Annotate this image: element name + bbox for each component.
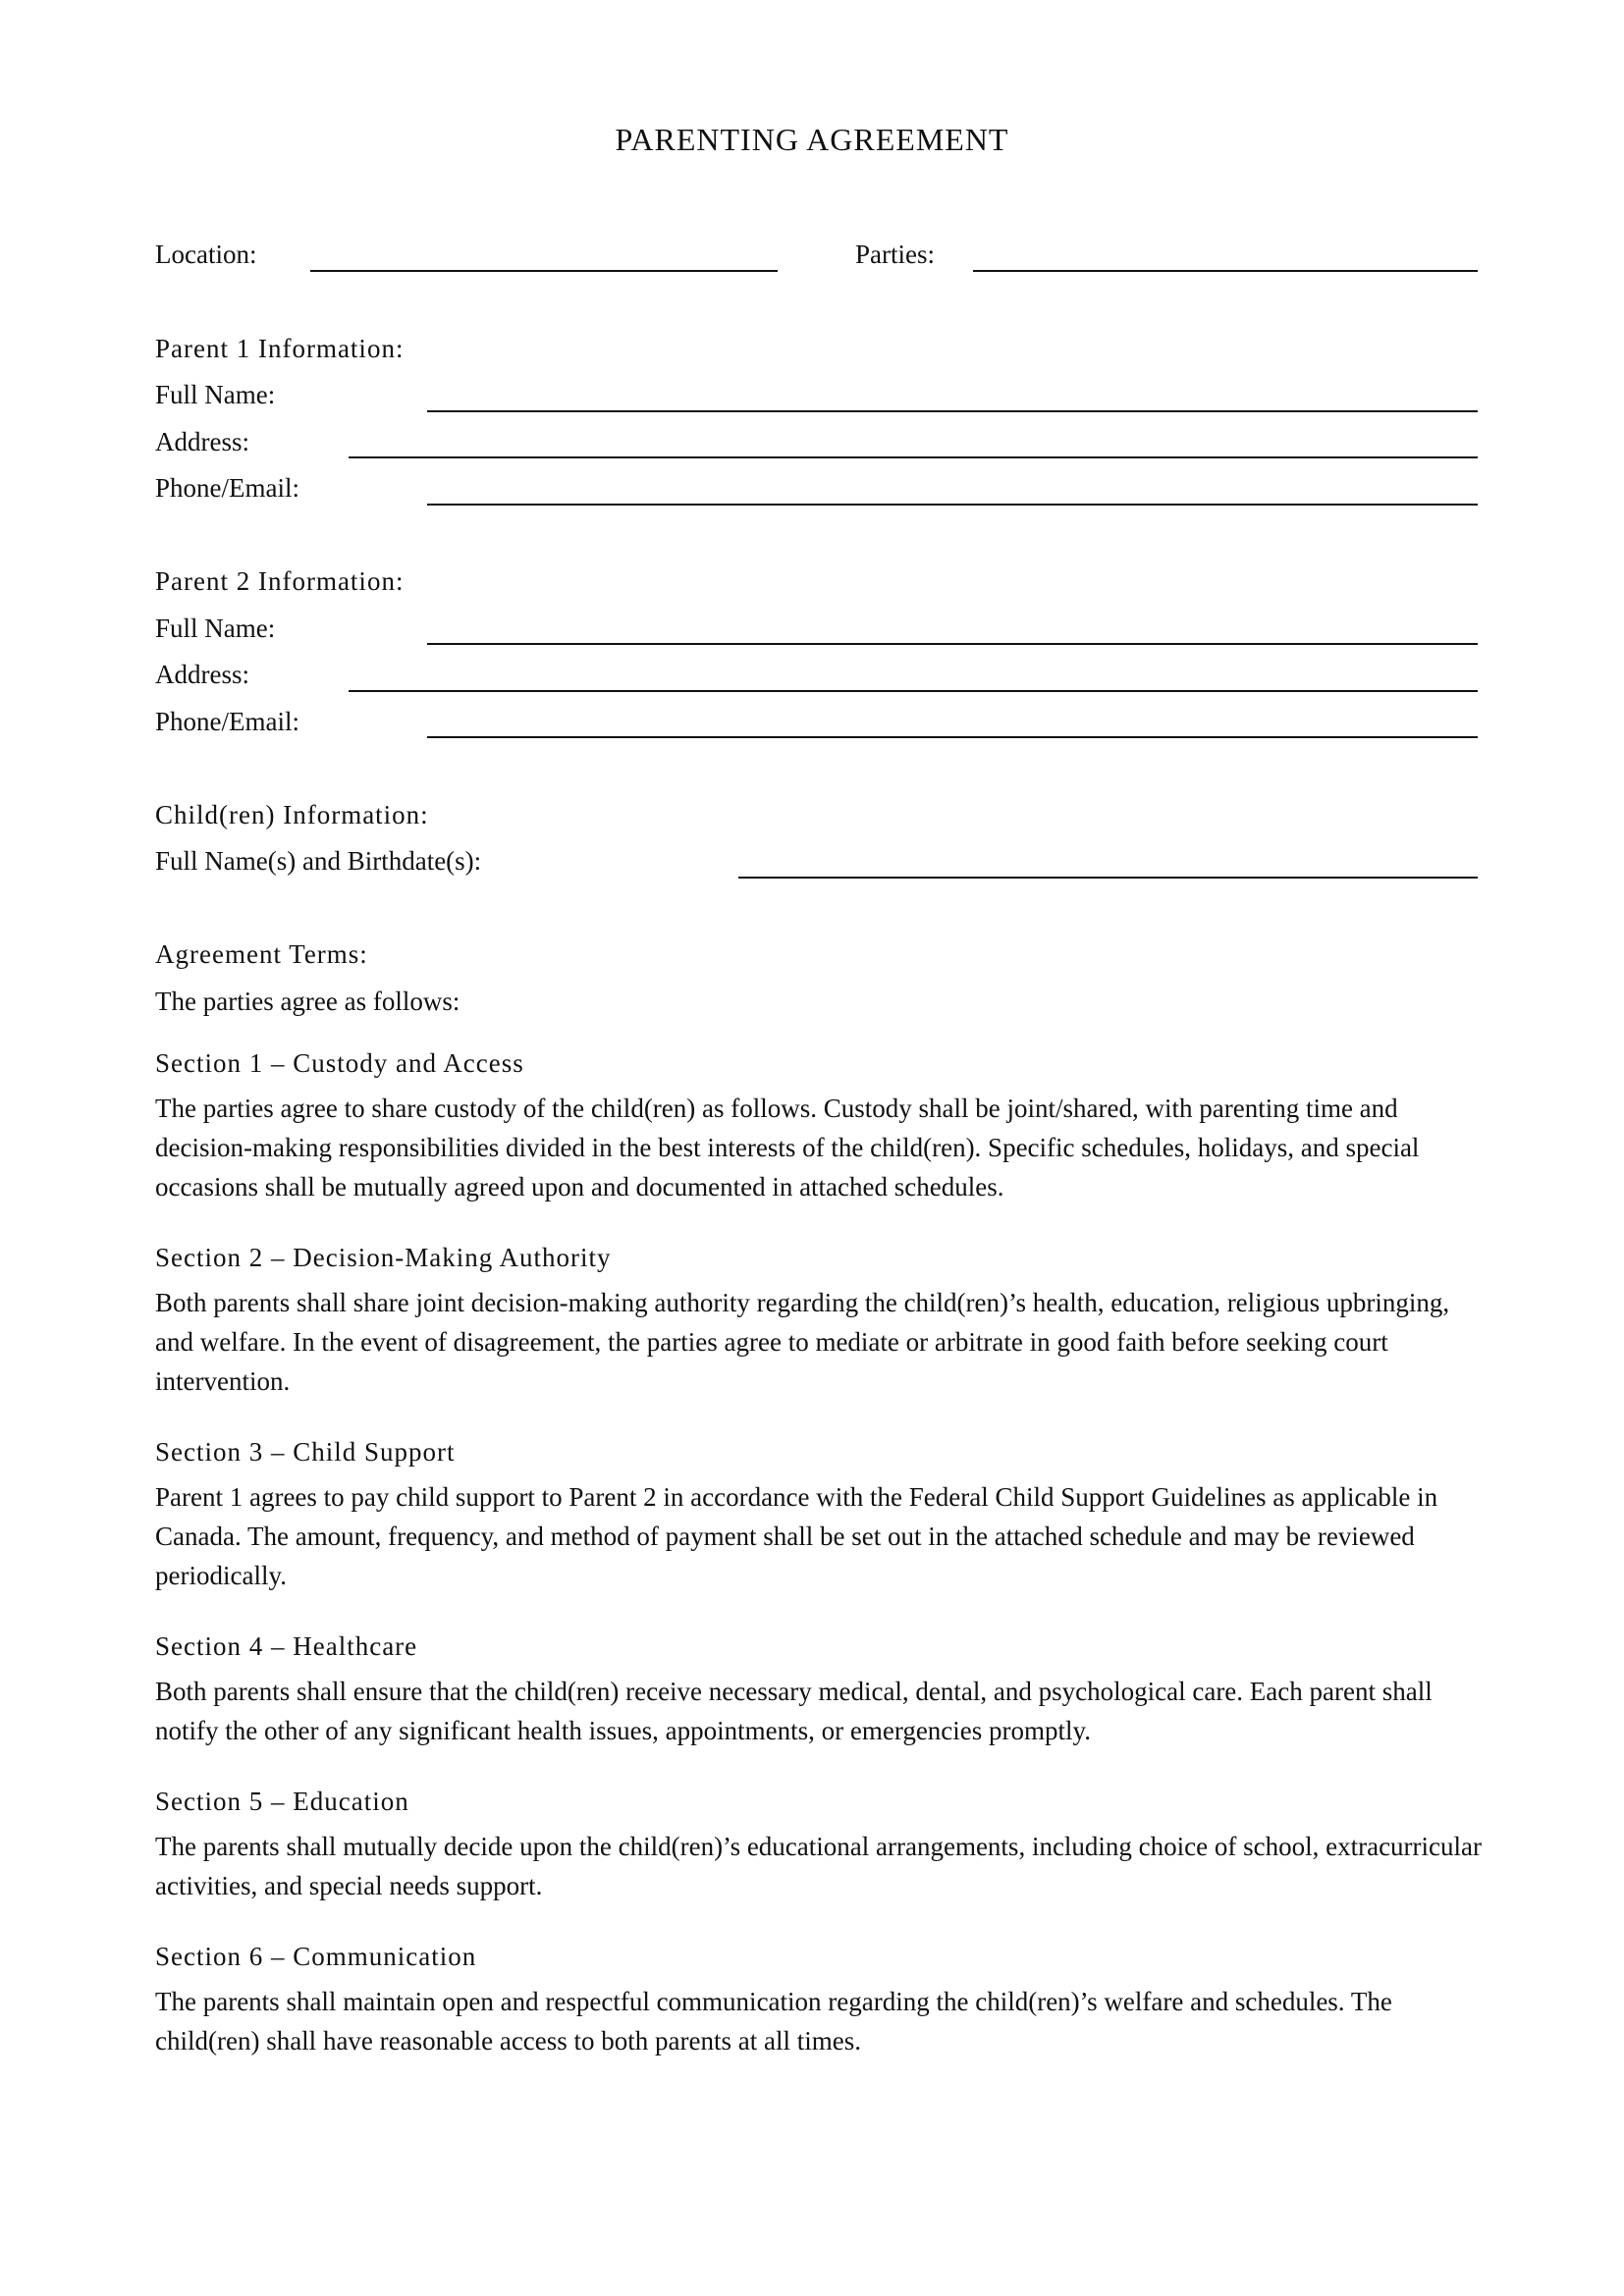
- location-label: Location:: [155, 240, 257, 269]
- parent2-heading: Parent 2 Information:: [155, 566, 405, 596]
- location-field[interactable]: [310, 270, 778, 272]
- parent1-address-field[interactable]: [349, 456, 1478, 458]
- section-1-body: The parties agree to share custody of the child(ren) as follows. Custody shall be joint/shared, with parenting time and decision-making responsibilities divided in the best interests of the child(ren). Specific schedules, holidays, and special occasions shall be mutually agreed upon and documented in attached schedules.: [155, 1094, 1420, 1201]
- section-3-heading: Section 3 – Child Support: [155, 1437, 456, 1467]
- children-heading: Child(ren) Information:: [155, 800, 429, 829]
- section-6-body: The parents shall maintain open and respectful communication regarding the child(ren)’s welfare and schedules. The child(ren) shall have reasonable access to both parents at all times.: [155, 1987, 1392, 2056]
- section-1-heading: Section 1 – Custody and Access: [155, 1048, 524, 1078]
- parent1-address-label: Address:: [155, 427, 249, 456]
- section-3-body: Parent 1 agrees to pay child support to Parent 2 in accordance with the Federal Child Support Guidelines as applicable in Canada. The amount, frequency, and method of payment shall be set out in the attached schedule and may be reviewed periodically.: [155, 1482, 1438, 1590]
- agreement-heading: Agreement Terms:: [155, 939, 368, 969]
- children-names-field[interactable]: [738, 877, 1478, 879]
- parent2-phone-email-field[interactable]: [427, 736, 1478, 738]
- parent2-full-name-field[interactable]: [427, 643, 1478, 645]
- section-4-body: Both parents shall ensure that the child(ren) receive necessary medical, dental, and psychological care. Each parent shall notify the other of any significant health issues, appointments, or emergencies promptly.: [155, 1677, 1433, 1745]
- document-title: PARENTING AGREEMENT: [615, 122, 1009, 157]
- parent2-address-field[interactable]: [349, 690, 1478, 692]
- parties-label: Parties:: [855, 240, 935, 269]
- section-2-body: Both parents shall share joint decision-making authority regarding the child(ren)’s health, education, religious upbringing, and welfare. In the event of disagreement, the parties agree to mediate or arbitrate in good faith before seeking court intervention.: [155, 1288, 1450, 1396]
- parent2-phone-email-label: Phone/Email:: [155, 707, 299, 736]
- section-2-heading: Section 2 – Decision-Making Authority: [155, 1243, 612, 1272]
- children-names-label: Full Name(s) and Birthdate(s):: [155, 846, 482, 876]
- parties-field[interactable]: [973, 270, 1478, 272]
- parent1-full-name-label: Full Name:: [155, 380, 276, 409]
- section-5-heading: Section 5 – Education: [155, 1787, 409, 1816]
- parent1-phone-email-label: Phone/Email:: [155, 473, 299, 503]
- agreement-intro: The parties agree as follows:: [155, 987, 460, 1016]
- section-6-heading: Section 6 – Communication: [155, 1942, 477, 1971]
- parent2-full-name-label: Full Name:: [155, 614, 276, 643]
- section-4-heading: Section 4 – Healthcare: [155, 1631, 418, 1661]
- parent2-address-label: Address:: [155, 660, 249, 689]
- parent1-heading: Parent 1 Information:: [155, 334, 405, 363]
- parent1-phone-email-field[interactable]: [427, 504, 1478, 506]
- parent1-full-name-field[interactable]: [427, 410, 1478, 412]
- section-5-body: The parents shall mutually decide upon the child(ren)’s educational arrangements, including choice of school, extracurricular activities, and special needs support.: [155, 1832, 1483, 1900]
